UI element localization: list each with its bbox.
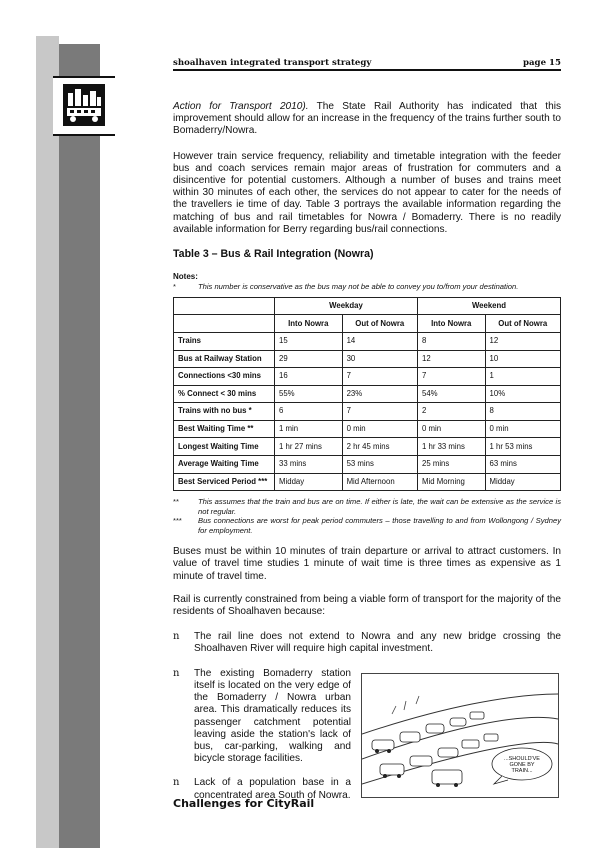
- paragraph-3: Buses must be within 10 minutes of train departure or arrival to attract customers. In value of travel time studies 1 minute of wait time is three times as expensive as 1 minute of travel time.: [173, 546, 561, 582]
- table-row-header: Trains: [174, 332, 275, 350]
- table-row: [174, 438, 561, 456]
- logo: [53, 76, 115, 136]
- table-cell: 12: [417, 350, 485, 368]
- table-row: [174, 368, 561, 386]
- table-row-header: % Connect < 30 mins: [174, 385, 275, 403]
- notes-label: Notes:: [173, 272, 198, 282]
- table-group-weekend: Weekend: [417, 297, 560, 315]
- table-row: [174, 332, 561, 350]
- bullet-column: [173, 668, 351, 814]
- table-cell: 0 min: [485, 420, 560, 438]
- table-cell: 12: [485, 332, 560, 350]
- cartoon-caption: ...SHOULD'VE GONE BY TRAIN...: [504, 755, 540, 774]
- table-row-header: Longest Waiting Time: [174, 438, 275, 456]
- table-cell: 1 hr 33 mins: [417, 438, 485, 456]
- table-column-header: Into Nowra: [275, 315, 343, 333]
- section-heading-cityrail: Challenges for CityRail: [173, 797, 315, 810]
- table-cell: 7: [342, 368, 417, 386]
- table-cell: 7: [342, 403, 417, 421]
- page-number: page 15: [522, 58, 561, 68]
- table-row: [174, 403, 561, 421]
- bullet-text: The existing Bomaderry station itself is located on the very edge of the Bomaderry / Nowra urban area. This dramatically reduces its passenger catchment potential leaving aside the station's lack of bus, car-parking, walking and bicycle storage facilities.: [194, 667, 351, 765]
- note-marker: ***: [173, 516, 182, 526]
- bullet-marker: n: [173, 631, 180, 643]
- main-content: [173, 101, 561, 800]
- traffic-jam-illustration: [362, 674, 558, 797]
- document-title: shoalhaven integrated transport strategy: [173, 58, 372, 68]
- table-group-weekday: Weekday: [275, 297, 418, 315]
- header-rule: [173, 69, 561, 71]
- table-cell: 2 hr 45 mins: [342, 438, 417, 456]
- table-cell: 10%: [485, 385, 560, 403]
- table-column-header: Out of Nowra: [342, 315, 417, 333]
- margin-bar-light: [36, 36, 59, 848]
- table-row: [174, 420, 561, 438]
- paragraph-1-italic: Action for Transport 2010).: [173, 101, 309, 112]
- table-cell: 6: [275, 403, 343, 421]
- table-row: [174, 385, 561, 403]
- note-marker: **: [173, 497, 179, 507]
- table-cell: 33 mins: [275, 456, 343, 474]
- table-cell: 8: [417, 332, 485, 350]
- table-row-header: Bus at Railway Station: [174, 350, 275, 368]
- table-cell: 1 hr 27 mins: [275, 438, 343, 456]
- transport-logo-icon: [63, 84, 105, 126]
- table-cell: 63 mins: [485, 456, 560, 474]
- table-cell: 10: [485, 350, 560, 368]
- table-cell: 8: [485, 403, 560, 421]
- table-cell: 25 mins: [417, 456, 485, 474]
- table-cell: Midday: [485, 473, 560, 491]
- table-cell: 1 hr 53 mins: [485, 438, 560, 456]
- table-cell: 16: [275, 368, 343, 386]
- table-subheader-row: [174, 315, 561, 333]
- table-row-header: Trains with no bus *: [174, 403, 275, 421]
- bullet-item: [173, 631, 561, 655]
- note-marker: *: [173, 282, 176, 292]
- note-row: [173, 282, 561, 292]
- bullet-text: Lack of a population base in a concentrated area South of Nowra.: [194, 777, 351, 801]
- table-row-header: Best Waiting Time **: [174, 420, 275, 438]
- bullet-item: [173, 668, 351, 766]
- table-cell: 23%: [342, 385, 417, 403]
- table-row-header: Connections <30 mins: [174, 368, 275, 386]
- note-text: This number is conservative as the bus may not be able to convey you to/from your destination.: [198, 282, 519, 292]
- table-cell: 2: [417, 403, 485, 421]
- table-row: [174, 473, 561, 491]
- note-row: [173, 516, 561, 535]
- table-cell: 15: [275, 332, 343, 350]
- table-group-header-row: [174, 297, 561, 315]
- bullet-text: The rail line does not extend to Nowra and any new bridge crossing the Shoalhaven River will require high capital investment.: [194, 631, 561, 655]
- bullet-marker: n: [173, 667, 180, 679]
- table-title: Table 3 – Bus & Rail Integration (Nowra): [173, 248, 374, 261]
- paragraph-1-text: The State Rail Authority has indicated that this improvement should allow for an increase in the frequency of the trains further south to Bomaderry/Nowra.: [173, 101, 561, 137]
- table-cell: 54%: [417, 385, 485, 403]
- table-cell: 0 min: [417, 420, 485, 438]
- table-cell: 30: [342, 350, 417, 368]
- table-cell: Midday: [275, 473, 343, 491]
- paragraph-2: However train service frequency, reliability and timetable integration with the feeder bus and coach services remain major areas of frustration for commuters and a disincentive for potential customers. Although a number of buses and trains meet within 30 minutes of each other, the services do not appear to cater for the needs of the travellers ie time of day. Table 3 portrays the available information regarding the matching of bus and rail timetables for Nowra / Bomaderry. There is no readily available information for Berry regarding bus/rail connections.: [173, 150, 561, 235]
- note-text: Bus connections are worst for peak period commuters – those travelling to and from Wollongong / Sydney for employment.: [198, 516, 561, 535]
- table-cell: 14: [342, 332, 417, 350]
- table-cell: 29: [275, 350, 343, 368]
- margin-bar-dark: [59, 44, 100, 848]
- table-cell: 1 min: [275, 420, 343, 438]
- note-row: [173, 497, 561, 516]
- table-body: [174, 332, 561, 490]
- bullet-marker: n: [173, 777, 180, 789]
- table-cell: 55%: [275, 385, 343, 403]
- table-corner-cell: [174, 297, 275, 315]
- table-row-header: Average Waiting Time: [174, 456, 275, 474]
- table-footnotes: [173, 497, 561, 535]
- bullets-with-cartoon: [173, 668, 561, 800]
- table-cell: Mid Afternoon: [342, 473, 417, 491]
- table-cell: 53 mins: [342, 456, 417, 474]
- table-row: [174, 350, 561, 368]
- table-cell: Mid Morning: [417, 473, 485, 491]
- table-cell: 0 min: [342, 420, 417, 438]
- paragraph-1: [173, 101, 561, 138]
- table-row-header: Best Serviced Period ***: [174, 473, 275, 491]
- paragraph-4: Rail is currently constrained from being a viable form of transport for the majority of the residents of Shoalhaven because:: [173, 593, 561, 618]
- table-column-header: Out of Nowra: [485, 315, 560, 333]
- table-cell: 7: [417, 368, 485, 386]
- bus-rail-table: [173, 297, 561, 492]
- table-corner-cell: [174, 315, 275, 333]
- note-text: This assumes that the train and bus are on time. If either is late, the wait can be extensive as the service is not regular.: [198, 497, 561, 516]
- table-column-header: Into Nowra: [417, 315, 485, 333]
- table-row: [174, 456, 561, 474]
- traffic-cartoon: [361, 673, 559, 798]
- table-cell: 1: [485, 368, 560, 386]
